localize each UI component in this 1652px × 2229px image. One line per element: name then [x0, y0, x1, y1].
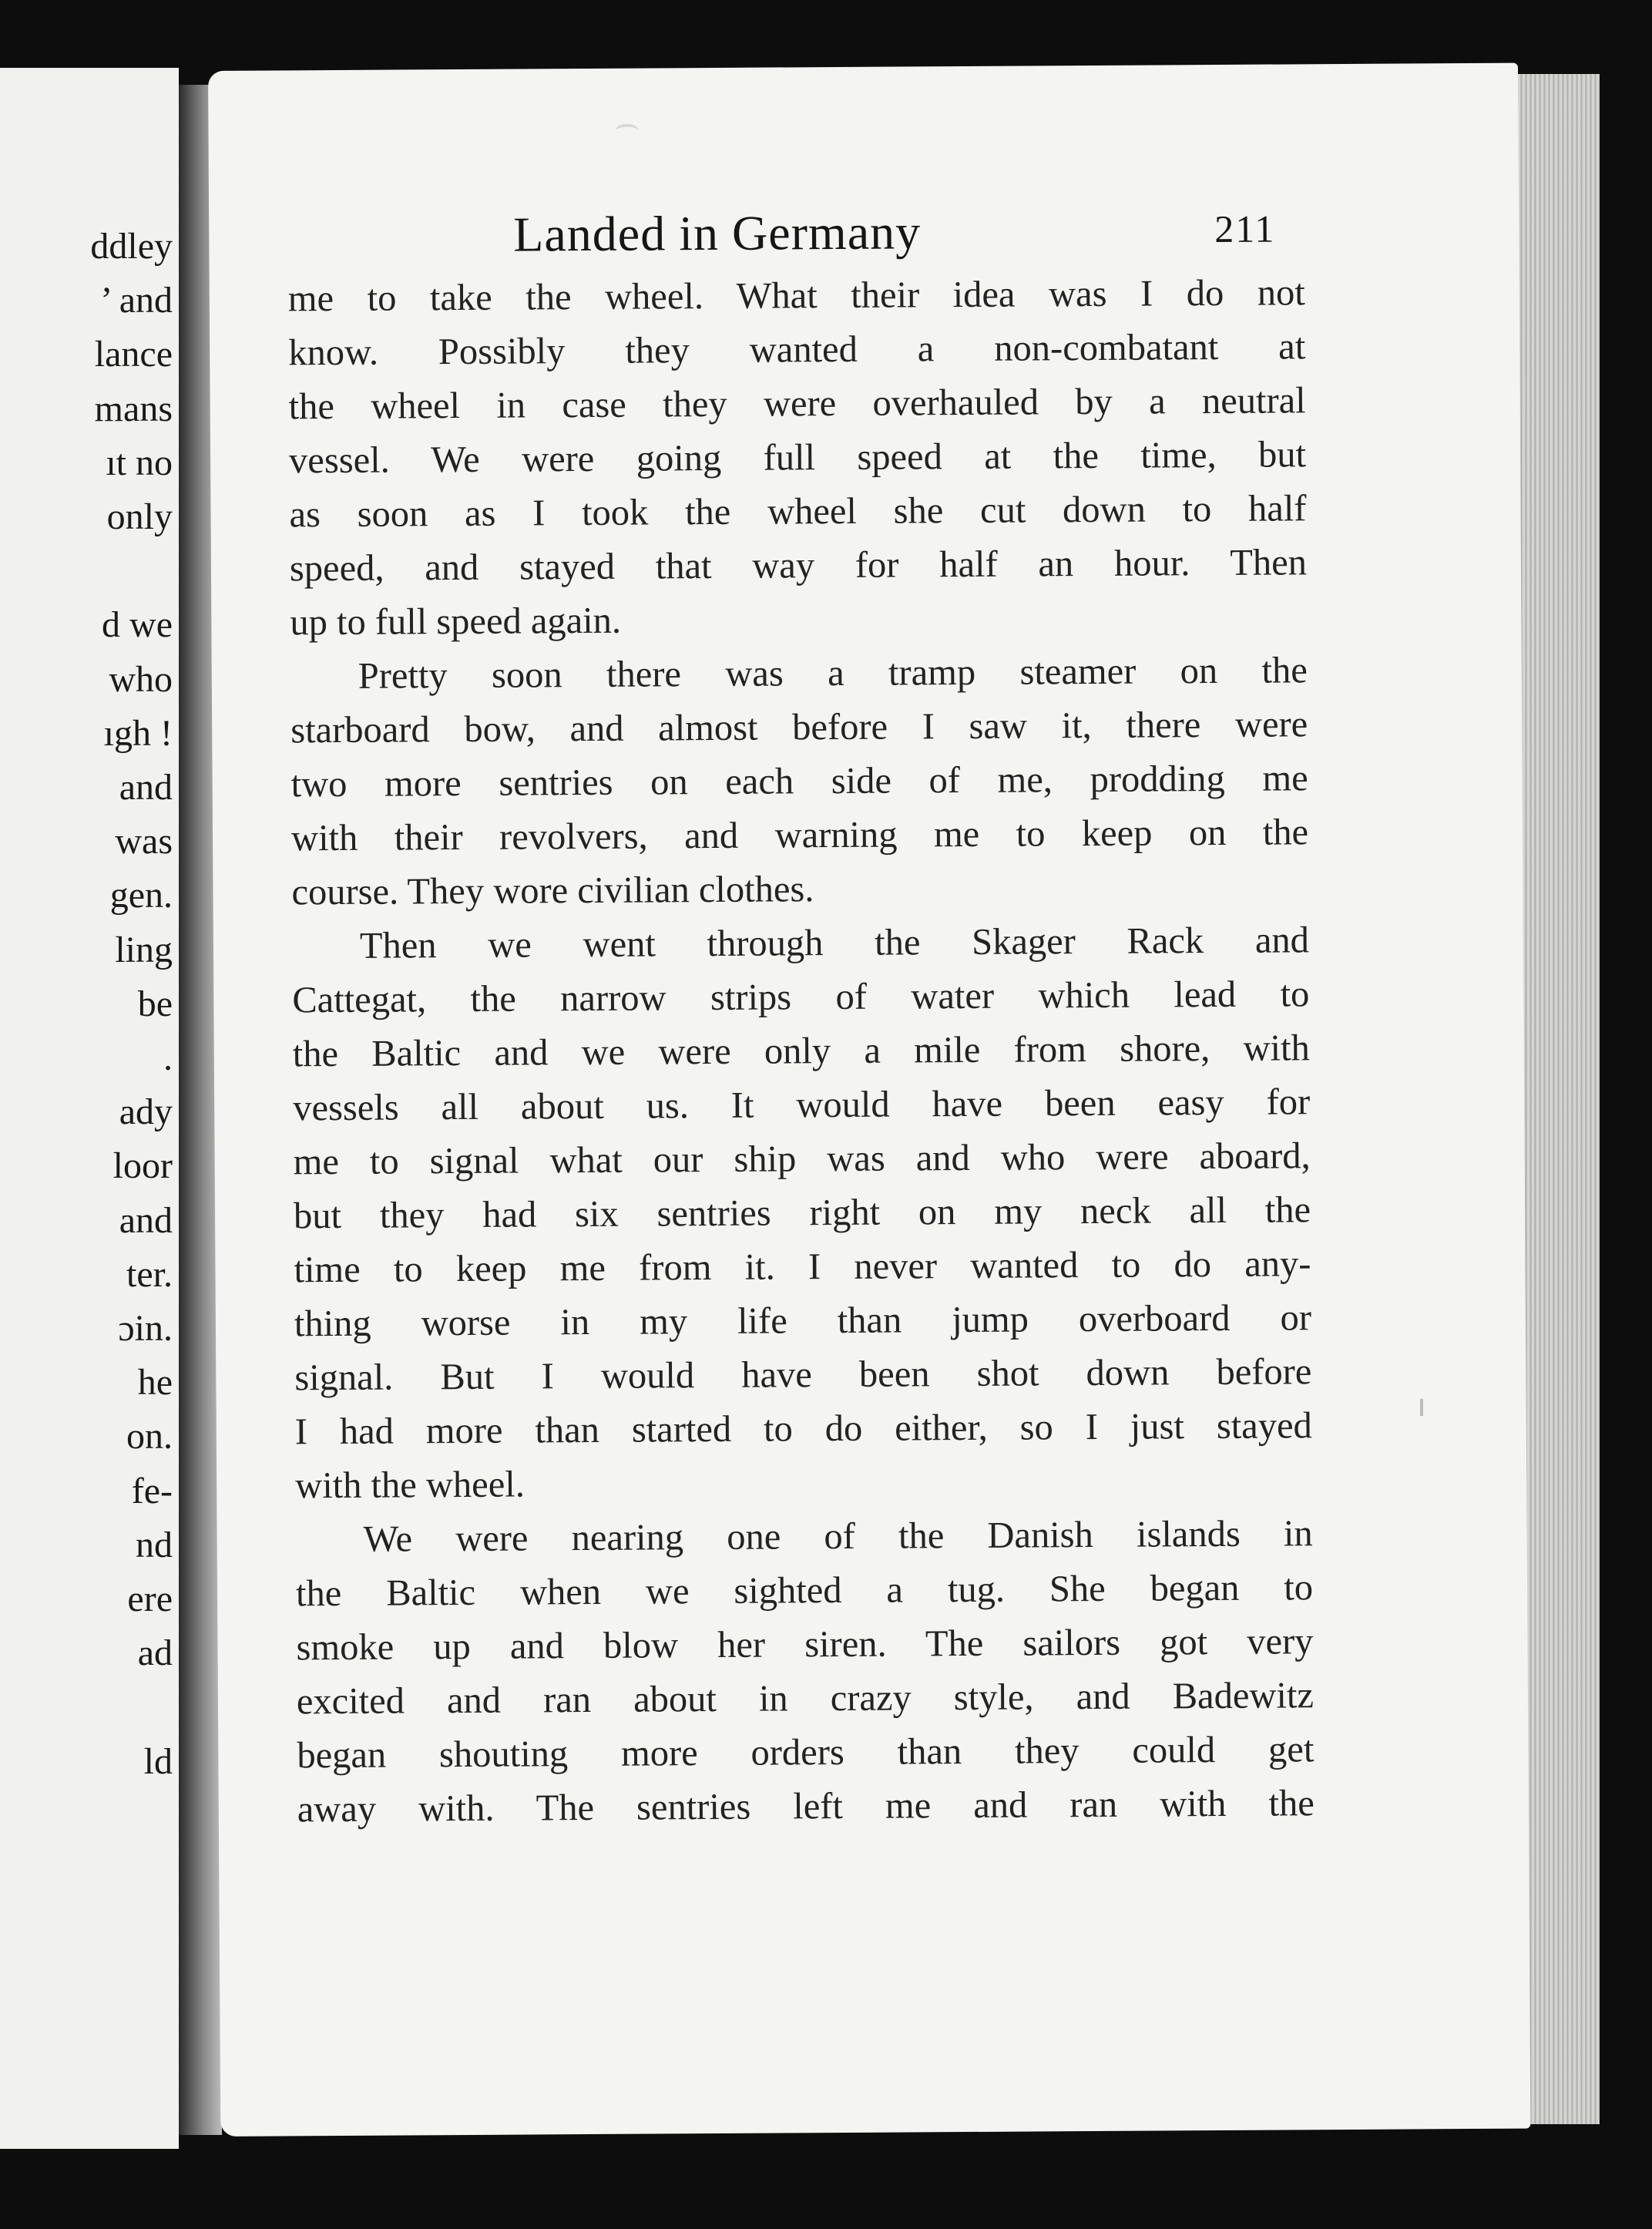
- text-line: me to signal what our ship was and who were aboard,: [293, 1135, 1311, 1183]
- running-head: [209, 193, 1519, 270]
- page-number: 211: [1214, 207, 1276, 251]
- left-page-fragment: lance: [94, 334, 173, 375]
- text-line: Then we went through the Skager Rack and: [359, 920, 1310, 967]
- left-page-fragment: fe-: [131, 1470, 173, 1511]
- text-line: away with. The sentries left me and ran with the: [297, 1783, 1315, 1831]
- text-line: Cattegat, the narrow strips of water which lead to: [292, 973, 1310, 1021]
- text-line: speed, and stayed that way for half an hour. Then: [289, 542, 1308, 590]
- left-page-fragment: who: [109, 658, 173, 700]
- text-line: the wheel in case they were overhauled by a neutral: [288, 380, 1306, 428]
- text-line: the Baltic when we sighted a tug. She began to: [295, 1567, 1314, 1615]
- text-line: thing worse in my life than jump overboard or: [294, 1297, 1312, 1345]
- text-line: up to full speed again.: [290, 600, 622, 644]
- left-page-fragment: loor: [112, 1145, 173, 1187]
- text-line: vessels all about us. It would have been easy for: [293, 1081, 1311, 1129]
- left-page-fragment: and: [119, 767, 173, 808]
- text-line: two more sentries on each side of me, prodding me: [290, 758, 1308, 805]
- text-line: with their revolvers, and warning me to keep on the: [290, 812, 1309, 859]
- left-page-fragment: nd: [136, 1524, 173, 1565]
- left-page-fragment: ad: [137, 1632, 173, 1674]
- left-page-fragment: ling: [115, 929, 173, 970]
- left-page-fragment: he: [137, 1362, 173, 1404]
- text-line: I had more than started to do either, so I just stayed: [294, 1405, 1312, 1453]
- left-page-fragment: be: [137, 983, 173, 1024]
- running-head-title: Landed in Germany: [513, 204, 922, 262]
- left-page-fragment: ddley: [90, 226, 173, 267]
- text-line: signal. But I would have been shot down before: [294, 1351, 1312, 1399]
- body-text: [288, 266, 1315, 1837]
- left-page-fragment: ady: [119, 1091, 173, 1133]
- left-page-fragment: was: [115, 821, 173, 862]
- text-line: Pretty soon there was a tramp steamer on the: [358, 650, 1308, 697]
- left-page-fragment: ld: [143, 1740, 173, 1782]
- text-line: course. They wore civilian clothes.: [291, 869, 814, 913]
- paper-mark: [615, 124, 638, 138]
- text-line: me to take the wheel. What their idea was I do not: [287, 272, 1305, 320]
- left-page-fragment: ere: [127, 1578, 173, 1619]
- text-line: starboard bow, and almost before I saw it, there were: [290, 704, 1308, 751]
- left-page-fragment: d we: [102, 604, 173, 646]
- text-line: time to keep me from it. I never wanted to do any-: [294, 1243, 1311, 1291]
- left-page-fragment: ter.: [126, 1253, 173, 1295]
- left-page-fragment: on.: [126, 1416, 173, 1457]
- left-page-fragment: .: [163, 1037, 173, 1078]
- text-line: know. Possibly they wanted a non-combatant at: [288, 326, 1306, 374]
- left-page-fragment: only: [106, 496, 173, 537]
- left-page-fragment: gen.: [109, 875, 173, 916]
- left-page-fragment: ıt no: [106, 442, 173, 483]
- scan-speck: [1420, 1399, 1423, 1416]
- text-line: vessel. We were going full speed at the time, but: [288, 434, 1307, 482]
- right-page: [208, 63, 1530, 2137]
- text-line: with the wheel.: [295, 1464, 525, 1507]
- text-line: as soon as I took the wheel she cut down to half: [289, 488, 1307, 536]
- left-page: [0, 68, 179, 2149]
- text-line: excited and ran about in crazy style, and Badewitz: [296, 1675, 1315, 1723]
- left-page-fragment: mans: [94, 388, 173, 429]
- text-line: but they had six sentries right on my neck all the: [293, 1189, 1311, 1237]
- text-line: smoke up and blow her siren. The sailors got very: [296, 1621, 1314, 1669]
- text-line: the Baltic and we were only a mile from shore, with: [292, 1027, 1310, 1075]
- left-page-fragment: and: [119, 1199, 173, 1241]
- text-line: We were nearing one of the Danish islands in: [363, 1513, 1313, 1560]
- left-page-fragment: ’ and: [100, 280, 173, 321]
- left-page-fragment: ıgh !: [103, 712, 173, 754]
- left-page-fragment: ɔin.: [118, 1308, 173, 1349]
- text-line: began shouting more orders than they could get: [297, 1729, 1315, 1777]
